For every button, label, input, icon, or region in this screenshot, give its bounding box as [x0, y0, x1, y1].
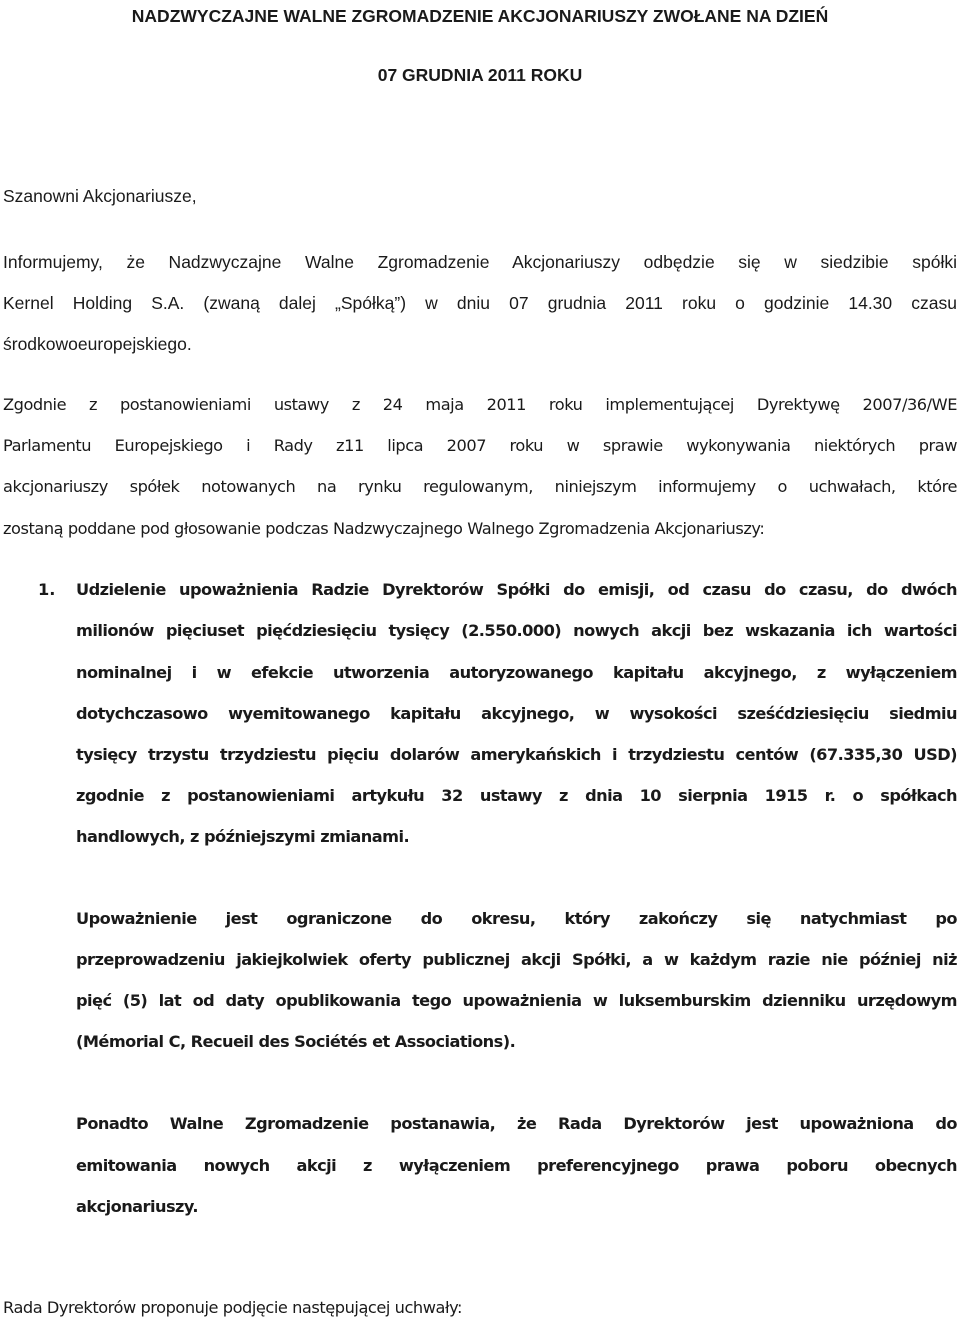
item-1-line-2: milionów pięciuset pięćdziesięciu tysięcy (2.550.000) nowych akcji bez wskazania ich wartości: [76, 621, 957, 640]
intro-line-2: Kernel Holding S.A. (zwaną dalej „Spółką”) w dniu 07 grudnia 2011 roku o godzinie 14.30 czasu: [3, 293, 957, 313]
authorization-line-2: przeprowadzeniu jakiejkolwiek oferty publicznej akcji Spółki, a w każdym razie nie później niż: [76, 950, 957, 969]
legal-line-4: zostaną poddane pod głosowanie podczas Nadzwyczajnego Walnego Zgromadzenia Akcjonariuszy:: [3, 519, 765, 538]
item-1-number: 1.: [38, 580, 56, 599]
intro-line-1: Informujemy, że Nadzwyczajne Walne Zgromadzenie Akcjonariuszy odbędzie się w siedzibie spółki: [3, 252, 957, 272]
document-title-line-1: NADZWYCZAJNE WALNE ZGROMADZENIE AKCJONARIUSZY ZWOŁANE NA DZIEŃ: [131, 6, 829, 26]
further-line-2: emitowania nowych akcji z wyłączeniem preferencyjnego prawa poboru obecnych: [76, 1156, 957, 1175]
item-1-line-3: nominalnej i w efekcie utworzenia autoryzowanego kapitału akcyjnego, z wyłączeniem: [76, 663, 957, 682]
item-1-line-7: handlowych, z późniejszymi zmianami.: [76, 827, 410, 846]
item-1-line-5: tysięcy trzystu trzydziestu pięciu dolarów amerykańskich i trzydziestu centów (67.335,30 USD): [76, 745, 957, 764]
item-1-line-6: zgodnie z postanowieniami artykułu 32 ustawy z dnia 10 sierpnia 1915 r. o spółkach: [76, 786, 957, 805]
further-line-1: Ponadto Walne Zgromadzenie postanawia, że Rada Dyrektorów jest upoważniona do: [76, 1114, 957, 1133]
item-1-line-4: dotychczasowo wyemitowanego kapitału akcyjnego, w wysokości sześćdziesięciu siedmiu: [76, 704, 957, 723]
legal-line-2: Parlamentu Europejskiego i Rady z11 lipca 2007 roku w sprawie wykonywania niektórych praw: [3, 436, 957, 455]
document-title-line-2: 07 GRUDNIA 2011 ROKU: [377, 65, 583, 85]
legal-line-1: Zgodnie z postanowieniami ustawy z 24 maja 2011 roku implementującej Dyrektywę 2007/36/WE: [3, 395, 957, 414]
salutation: Szanowni Akcjonariusze,: [3, 186, 197, 206]
intro-line-3: środkowoeuropejskiego.: [3, 334, 192, 354]
authorization-line-3: pięć (5) lat od daty opublikowania tego upoważnienia w luksemburskim dzienniku urzędowym: [76, 991, 957, 1010]
authorization-line-1: Upoważnienie jest ograniczone do okresu, który zakończy się natychmiast po: [76, 909, 957, 928]
authorization-line-4: (Mémorial C, Recueil des Sociétés et Associations).: [76, 1032, 516, 1051]
item-1-line-1: Udzielenie upoważnienia Radzie Dyrektorów Spółki do emisji, od czasu do czasu, do dwóch: [76, 580, 957, 599]
closing-line: Rada Dyrektorów proponuje podjęcie następującej uchwały:: [3, 1298, 463, 1317]
legal-line-3: akcjonariuszy spółek notowanych na rynku regulowanym, niniejszym informujemy o uchwałach, które: [3, 477, 957, 496]
further-line-3: akcjonariuszy.: [76, 1197, 199, 1216]
